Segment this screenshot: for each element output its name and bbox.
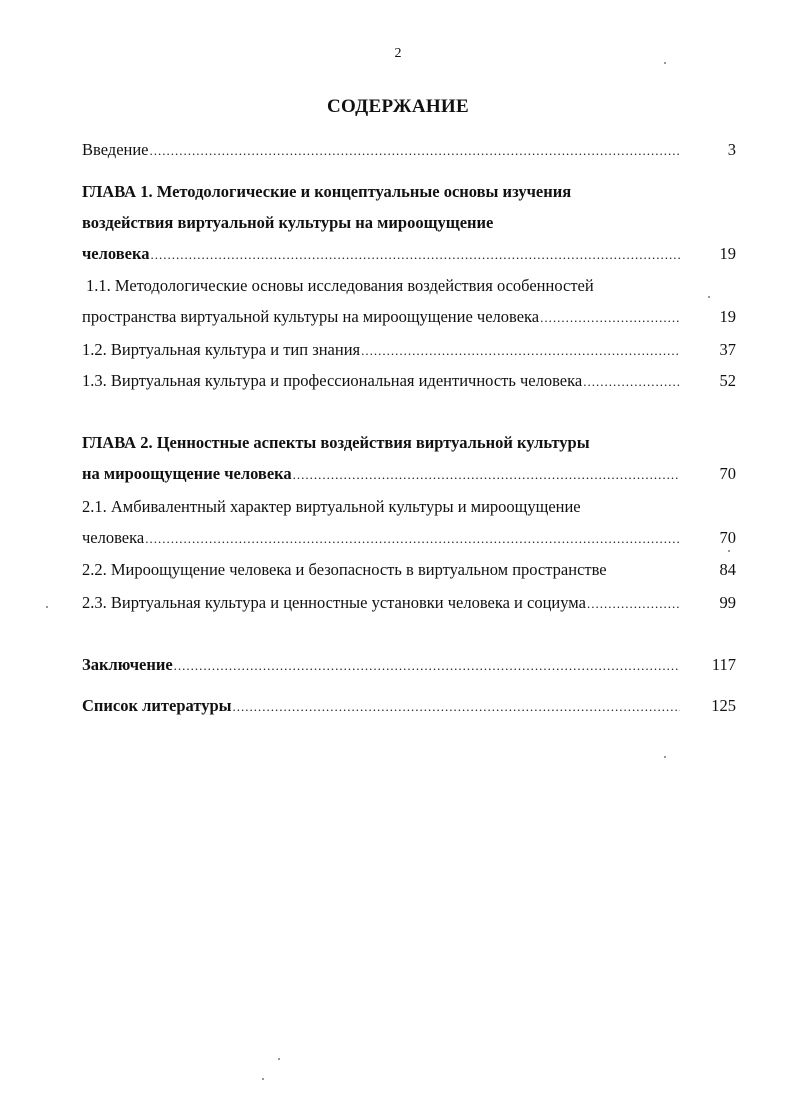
toc-entry-page: 3 xyxy=(727,140,736,159)
toc-entry-conclusion[interactable] xyxy=(82,655,736,676)
dot-leader xyxy=(293,465,680,485)
scan-speck xyxy=(278,1058,280,1060)
chapter1-heading-line1: ГЛАВА 1. Методологические и концептуальные основы изучения xyxy=(82,182,572,201)
dot-leader xyxy=(145,529,680,549)
toc-entry-page: 70 xyxy=(719,528,736,547)
toc-entry-page: 84 xyxy=(719,560,736,579)
toc-entry-label: 2.3. Виртуальная культура и ценностные установки человека и социума xyxy=(82,593,586,612)
toc-entry-page: 19 xyxy=(719,307,736,326)
dot-leader xyxy=(150,245,680,265)
dot-leader xyxy=(361,341,680,361)
toc-entry-label: 2.2. Мироощущение человека и безопасность в виртуальном пространстве xyxy=(82,560,607,579)
toc-entry-section-2-3[interactable] xyxy=(82,593,736,614)
scan-speck xyxy=(664,62,666,64)
toc-entry-section-1-3[interactable] xyxy=(82,371,736,392)
toc-entry-label: Список литературы xyxy=(82,696,232,715)
section-2-1-line1: 2.1. Амбивалентный характер виртуальной культуры и мироощущение xyxy=(82,497,581,516)
toc-entry-label: пространства виртуальной культуры на мироощущение человека xyxy=(82,307,540,326)
toc-entry-label: человека xyxy=(82,244,150,263)
toc-entry-page: 117 xyxy=(711,655,736,674)
dot-leader xyxy=(150,141,680,161)
dot-leader xyxy=(174,656,680,676)
toc-entry-page: 99 xyxy=(719,593,736,612)
toc-entry-bibliography[interactable] xyxy=(82,696,736,717)
scan-speck xyxy=(46,606,48,608)
section-1-1-line1: 1.1. Методологические основы исследования воздействия особенностей xyxy=(86,276,594,295)
scan-speck xyxy=(728,550,730,552)
toc-entry-label: человека xyxy=(82,528,145,547)
dot-leader xyxy=(587,594,680,614)
toc-entry-page: 19 xyxy=(719,244,736,263)
toc-entry-chapter2[interactable] xyxy=(82,464,736,485)
page-number: 2 xyxy=(394,46,402,61)
toc-entry-label: Введение xyxy=(82,140,149,159)
toc-entry-page: 37 xyxy=(719,340,736,359)
toc-entry-chapter1[interactable] xyxy=(82,244,736,265)
toc-entry-label: 1.2. Виртуальная культура и тип знания xyxy=(82,340,361,359)
toc-entry-section-2-1[interactable] xyxy=(82,528,736,549)
toc-entry-label: Заключение xyxy=(82,655,173,674)
toc-entry-section-1-1[interactable] xyxy=(82,307,736,328)
dot-leader xyxy=(540,308,680,328)
chapter2-heading-line1: ГЛАВА 2. Ценностные аспекты воздействия виртуальной культуры xyxy=(82,433,590,452)
scan-speck xyxy=(708,296,710,298)
page-title: СОДЕРЖАНИЕ xyxy=(327,96,469,117)
chapter1-heading-line2: воздействия виртуальной культуры на мироощущение xyxy=(82,213,494,232)
toc-entry-section-1-2[interactable] xyxy=(82,340,736,361)
toc-entry-label: на мироощущение человека xyxy=(82,464,292,483)
toc-entry-page: 125 xyxy=(711,696,736,715)
toc-entry-label: 1.3. Виртуальная культура и профессиональная идентичность человека xyxy=(82,371,583,390)
toc-entry-page: 52 xyxy=(719,371,736,390)
scan-speck xyxy=(664,756,666,758)
toc-entry-intro[interactable] xyxy=(82,140,736,161)
dot-leader xyxy=(583,372,680,392)
dot-leader xyxy=(233,697,680,717)
toc-entry-page: 70 xyxy=(719,464,736,483)
toc-entry-section-2-2[interactable] xyxy=(82,560,736,580)
scan-speck xyxy=(262,1078,264,1080)
